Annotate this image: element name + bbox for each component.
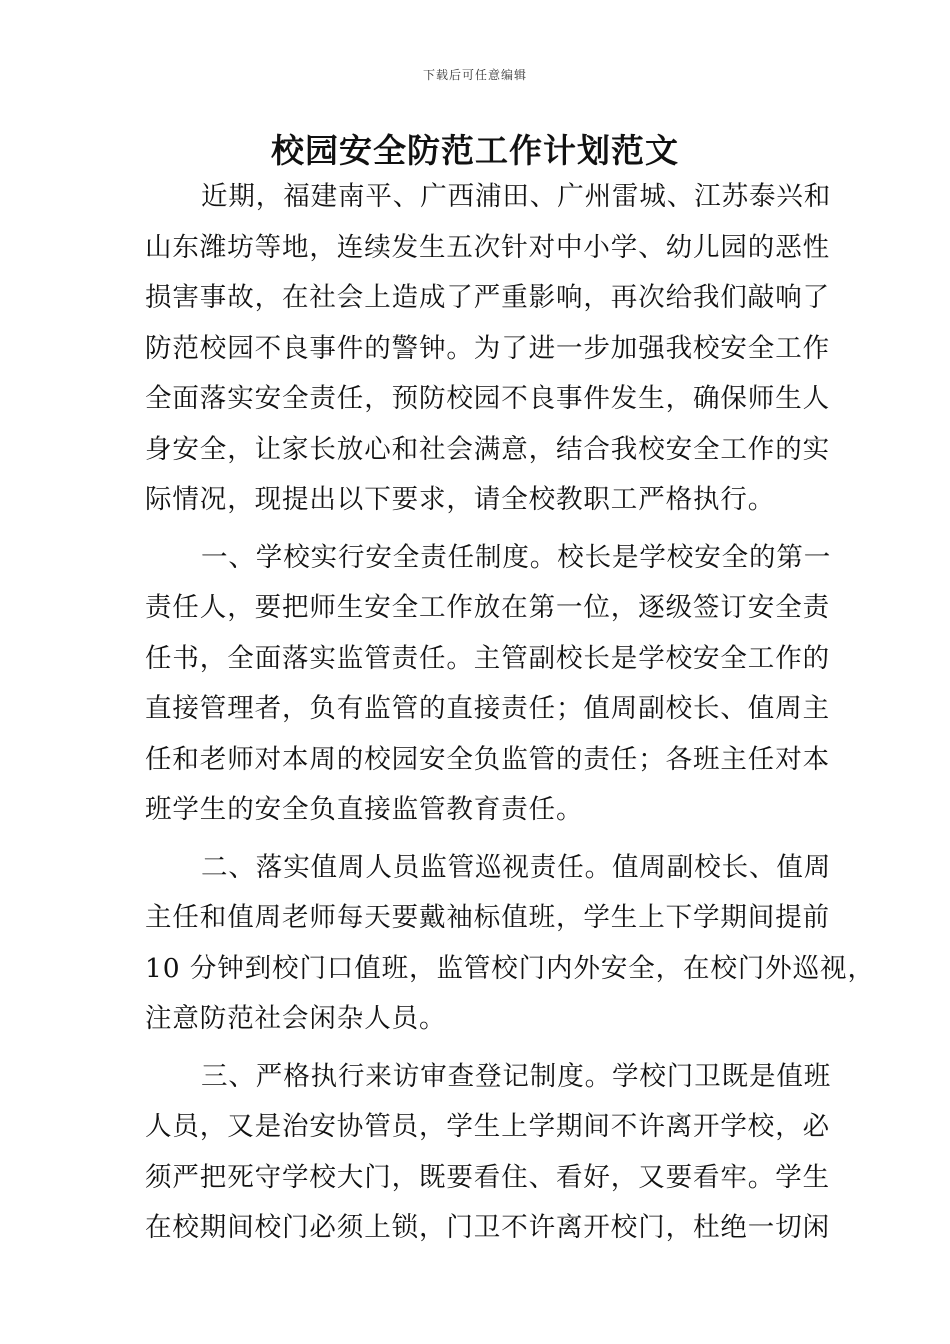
header-note: 下载后可任意编辑 [422, 68, 527, 82]
document-body [145, 172, 875, 1254]
paragraph-line: 际情况，现提出以下要求，请全校教职工严格执行。 [145, 484, 776, 515]
paragraph-line: 山东潍坊等地，连续发生五次针对中小学、幼儿园的恶性 [145, 231, 830, 263]
paragraph-intro [145, 172, 832, 526]
paragraph-line: 10 分钟到校门口值班，监管校门内外安全，在校门外巡视， [145, 952, 875, 984]
document-title: 校园安全防范工作计划范文 [271, 131, 679, 170]
paragraph-line: 近期，福建南平、广西浦田、广州雷城、江苏泰兴和 [201, 181, 832, 212]
paragraph-line: 在校期间校门必须上锁，门卫不许离开校门，杜绝一切闲 [145, 1212, 830, 1243]
paragraph-line: 二、落实值周人员监管巡视责任。值周副校长、值周 [201, 851, 832, 883]
paragraph-line: 三、严格执行来访审查登记制度。学校门卫既是值班 [201, 1060, 832, 1092]
paragraph-section-1 [145, 533, 832, 836]
paragraph-line: 一、学校实行安全责任制度。校长是学校安全的第一 [201, 541, 832, 573]
paragraph-line: 主任和值周老师每天要戴袖标值班，学生上下学期间提前 [145, 902, 830, 933]
paragraph-line: 人员，又是治安协管员，学生上学期间不许离开学校，必 [145, 1111, 830, 1142]
paragraph-line: 注意防范社会闲杂人员。 [145, 1003, 447, 1034]
paragraph-line: 防范校园不良事件的警钟。为了进一步加强我校安全工作 [145, 332, 830, 364]
paragraph-line: 须严把死守学校大门，既要看住、看好，又要看牢。学生 [145, 1161, 830, 1193]
paragraph-line: 全面落实安全责任，预防校园不良事件发生，确保师生人 [145, 383, 830, 414]
paragraph-line: 直接管理者，负有监管的直接责任；值周副校长、值周主 [145, 693, 830, 724]
paragraph-section-3 [145, 1052, 832, 1254]
paragraph-line: 任书，全面落实监管责任。主管副校长是学校安全工作的 [145, 642, 830, 674]
paragraph-line: 责任人，要把师生安全工作放在第一位，逐级签订安全责 [145, 592, 830, 623]
paragraph-line: 身安全，让家长放心和社会满意，结合我校安全工作的实 [145, 433, 830, 465]
paragraph-line: 任和老师对本周的校园安全负监管的责任；各班主任对本 [145, 743, 830, 775]
paragraph-section-2 [145, 843, 875, 1045]
paragraph-line: 损害事故，在社会上造成了严重影响，再次给我们敲响了 [145, 282, 830, 313]
paragraph-line: 班学生的安全负直接监管教育责任。 [145, 794, 584, 825]
